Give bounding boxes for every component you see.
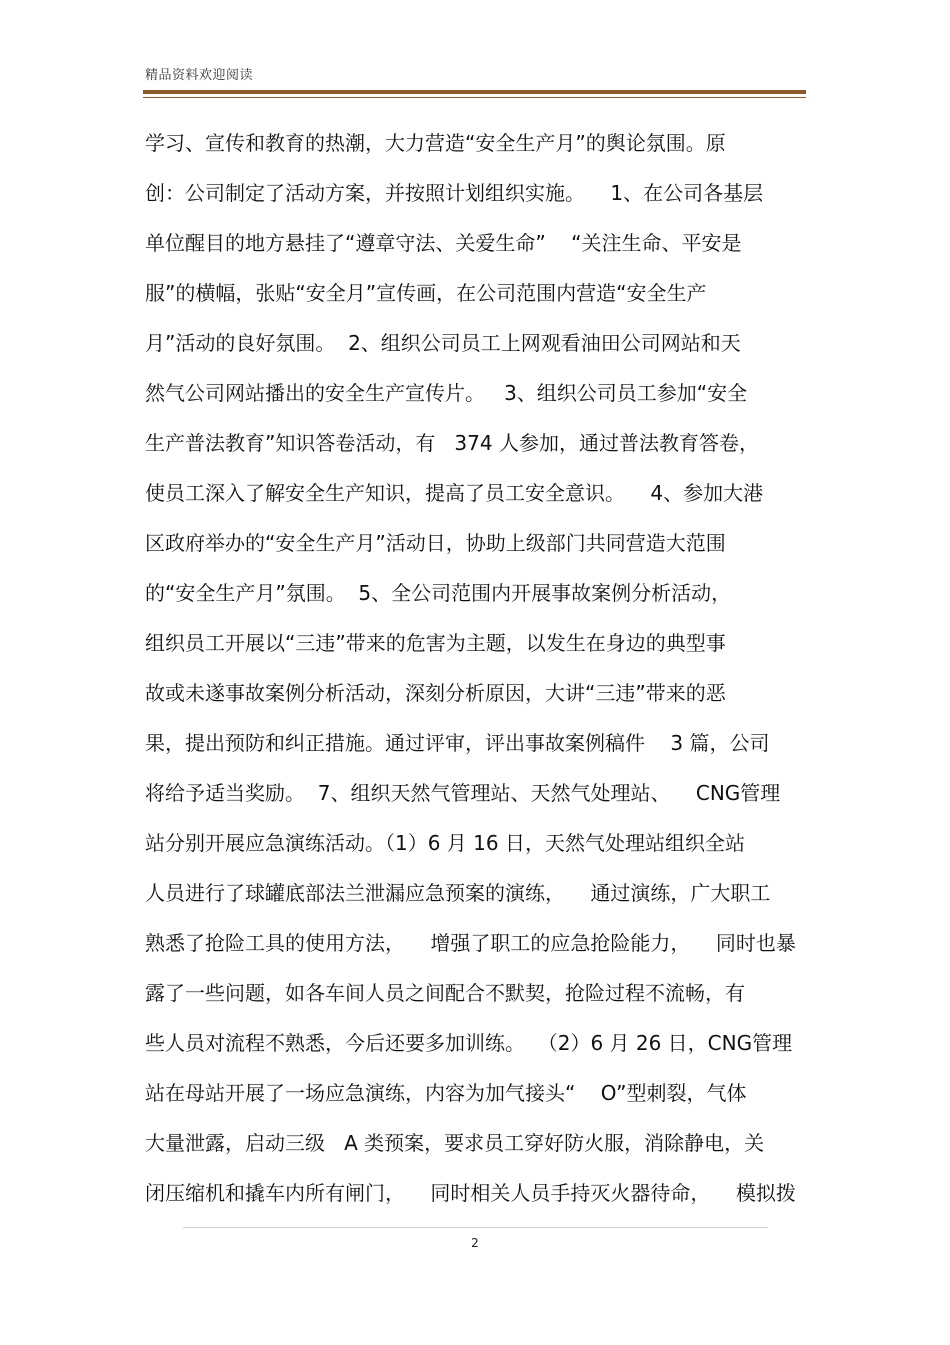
footer-rule — [183, 1227, 768, 1228]
text-line: 月”活动的良好氛围。 2、组织公司员工上网观看油田公司网站和天 — [145, 331, 741, 355]
text-line: 使员工深入了解安全生产知识，提高了员工安全意识。 4、参加大港 — [145, 481, 764, 505]
text-line: 服”的横幅，张贴“安全月”宣传画，在公司范围内营造“安全生产 — [145, 281, 707, 305]
text-line: 创：公司制定了活动方案，并按照计划组织实施。 1、在公司各基层 — [145, 181, 764, 205]
text-line: 将给予适当奖励。 7、组织天然气管理站、天然气处理站、 CNG管理 — [145, 781, 781, 805]
text-line: 熟悉了抢险工具的使用方法， 增强了职工的应急抢险能力， 同时也暴 — [145, 931, 796, 955]
text-line: 生产普法教育”知识答卷活动，有 374 人参加，通过普法教育答卷， — [145, 431, 759, 455]
text-line: 区政府举办的“安全生产月”活动日，协助上级部门共同营造大范围 — [145, 531, 726, 555]
text-line: 站分别开展应急演练活动。（1）6 月 16 日，天然气处理站组织全站 — [145, 831, 745, 855]
header-rule-thin — [143, 97, 806, 98]
text-line: 人员进行了球罐底部法兰泄漏应急预案的演练， 通过演练，广大职工 — [145, 881, 771, 905]
text-line: 学习、宣传和教育的热潮，大力营造“安全生产月”的舆论氛围。原 — [145, 131, 726, 155]
text-line: 的“安全生产月”氛围。 5、全公司范围内开展事故案例分析活动， — [145, 581, 732, 605]
page-number: 2 — [471, 1236, 479, 1250]
text-line: 果，提出预防和纠正措施。通过评审，评出事故案例稿件 3 篇，公司 — [145, 731, 770, 755]
page-header-label: 精品资料欢迎阅读 — [145, 68, 254, 83]
text-line: 闭压缩机和撬车内所有闸门， 同时相关人员手持灭火器待命， 模拟拨 — [145, 1181, 796, 1205]
text-line: 露了一些问题，如各车间人员之间配合不默契，抢险过程不流畅，有 — [145, 981, 745, 1005]
text-line: 然气公司网站播出的安全生产宣传片。 3、组织公司员工参加“安全 — [145, 381, 748, 405]
text-line: 故或未遂事故案例分析活动，深刻分析原因，大讲“三违”带来的恶 — [145, 681, 726, 705]
text-line: 组织员工开展以“三违”带来的危害为主题，以发生在身边的典型事 — [145, 631, 726, 655]
text-line: 单位醒目的地方悬挂了“遵章守法、关爱生命” “关注生命、平安是 — [145, 231, 742, 255]
text-line: 站在母站开展了一场应急演练，内容为加气接头“ O”型刺裂，气体 — [145, 1081, 747, 1105]
text-line: 些人员对流程不熟悉，今后还要多加训练。 （2）6 月 26 日，CNG管理 — [145, 1031, 793, 1055]
header-rule — [143, 90, 806, 94]
text-line: 大量泄露，启动三级 A 类预案，要求员工穿好防火服，消除静电，关 — [145, 1131, 765, 1155]
body-text — [145, 118, 825, 1218]
